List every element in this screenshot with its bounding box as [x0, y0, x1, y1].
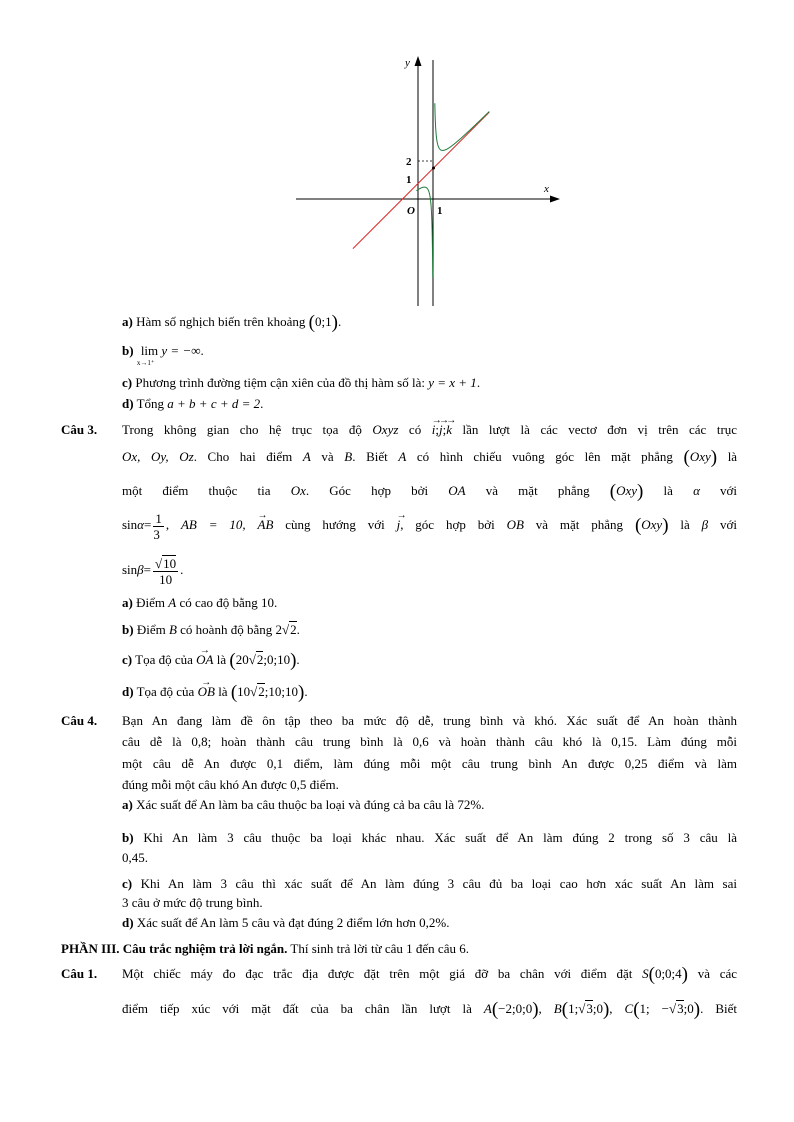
- q4-line2: câu dễ là 0,8; hoàn thành câu trung bình là 0,6 và hoàn thành câu khó là 0,15. Làm đúng mỗi: [122, 734, 737, 749]
- fraction-sqrt10-over-10: $\frac{√10}{10}$: [155, 556, 177, 588]
- q3-line3: một điểm thuộc tia Ox. Góc hợp bởi OA và mặt phẳng (Oxy) là α với: [122, 481, 738, 502]
- q3-line5: sinβ= $\frac{√10}{10}$ .: [122, 556, 184, 588]
- q1-label: Câu 1.: [61, 966, 98, 981]
- q4-option-c-cont: 3 câu ở mức độ trung bình.: [122, 895, 263, 910]
- q1-line1: Một chiếc máy đo đạc trắc địa được đặt trên một giá đỡ ba chân với điểm đặt S(0;0;4) và các: [122, 964, 738, 985]
- part3-heading: PHẦN III. Câu trắc nghiệm trả lời ngắn. Thí sinh trả lời từ câu 1 đến câu 6.: [61, 941, 469, 956]
- axis-label-x: x: [544, 183, 549, 195]
- tick-label-y2: 2: [406, 156, 412, 168]
- q4-option-c: c) Khi An làm 3 câu thì xác suất để An làm đúng 3 câu đủ ba loại cao hơn xác suất An làm sai: [122, 876, 738, 891]
- q3-label: Câu 3.: [61, 422, 98, 437]
- tick-label-x1: 1: [437, 205, 443, 217]
- q1-line2: điểm tiếp xúc với mặt đất của ba chân lần lượt là A(−2;0;0), B(1;√3;0), C(1; −√3;0). Biết: [122, 999, 737, 1020]
- q3-line4: sinα= $\frac{1}{3}$ , AB = 10, → AB cùng hướng với → j, góc hợp bởi OB và mặt phẳng (Oxy) là β với: [122, 508, 737, 544]
- q4-option-a: a) Xác suất để An làm ba câu thuộc ba loại và đúng cả ba câu là 72%.: [122, 797, 485, 812]
- y-axis-arrow-icon: [415, 56, 422, 66]
- q3-option-b: b) Điểm B có hoành độ bằng 2√2.: [122, 622, 300, 637]
- q4-line3: một câu dễ An được 0,1 điểm, làm đúng mỗi một câu trung bình An được 0,25 điểm và làm: [122, 756, 737, 771]
- curve-branch-right: [435, 103, 489, 150]
- q2-option-a: a) Hàm số nghịch biến trên khoảng (0;1).: [122, 312, 342, 333]
- q4-option-b-cont: 0,45.: [122, 850, 148, 865]
- x-axis-arrow-icon: [550, 196, 560, 203]
- q4-option-d: d) Xác suất để An làm 5 câu và đạt đúng 2 điểm lớn hơn 0,2%.: [122, 915, 450, 930]
- q2-option-b: b) lim x→1⁺ y = −∞.: [122, 343, 204, 367]
- oblique-asymptote: [353, 112, 489, 248]
- axis-label-y: y: [405, 57, 410, 69]
- q2-option-c: c) Phương trình đường tiệm cận xiên của đồ thị hàm số là: y = x + 1.: [122, 375, 481, 390]
- q2-option-d: d) Tổng a + b + c + d = 2.: [122, 396, 264, 411]
- q4-label: Câu 4.: [61, 713, 98, 728]
- q3-line2: Ox, Oy, Oz. Cho hai điểm A và B. Biết A có hình chiếu vuông góc lên mặt phẳng (Oxy) là: [122, 447, 738, 468]
- function-graph: [290, 52, 570, 310]
- q3-option-d: d) Tọa độ của → OB là (10√2;10;10).: [122, 683, 308, 701]
- q4-line1: Bạn An đang làm đề ôn tập theo ba mức độ dễ, trung bình và khó. Xác suất để An hoàn thành: [122, 713, 737, 728]
- q3-line1: Trong không gian cho hệ trục tọa độ Oxyz có → i;→ j;→ k lần lượt là các vectơ đơn vị trên các trục: [122, 422, 737, 438]
- q3-option-c: c) Tọa độ của → OA là (20√2;0;10).: [122, 651, 300, 669]
- q3-option-a: a) Điểm A có cao độ bằng 10.: [122, 595, 278, 610]
- tick-label-y1: 1: [406, 174, 412, 186]
- marked-point: [432, 167, 435, 170]
- q4-line4: đúng mỗi một câu khó An được 0,5 điểm.: [122, 777, 339, 792]
- fraction-one-third: $\frac{1}{3}$: [153, 510, 162, 542]
- curve-branch-left: [416, 187, 432, 277]
- origin-label: O: [407, 205, 415, 217]
- q4-option-b: b) Khi An làm 3 câu thuộc ba loại khác nhau. Xác suất để An làm đúng 2 trong số 3 câu là: [122, 830, 738, 845]
